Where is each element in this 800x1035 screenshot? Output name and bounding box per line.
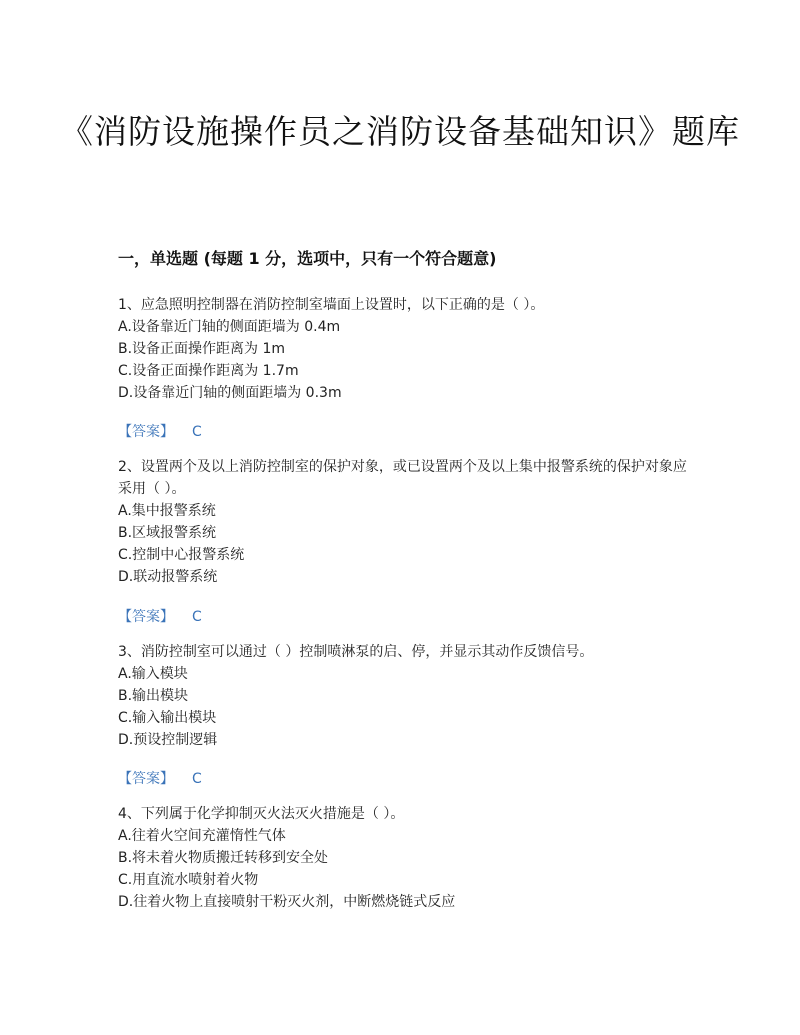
question-1 [118,294,688,404]
option-a: A.输入模块 [118,666,188,682]
answer-value: C [192,424,202,440]
option-b: B.输出模块 [118,688,189,704]
document-title: 《消防设施操作员之消防设备基础知识》题库 [60,112,740,151]
option-c: C.输入输出模块 [118,710,217,726]
question-stem: 2、设置两个及以上消防控制室的保护对象，或已设置两个及以上集中报警系统的保护对象应采用（ ）。 [118,459,687,497]
option-d: D.预设控制逻辑 [118,732,218,748]
option-d: D.设备靠近门轴的侧面距墙为 0.3m [118,385,342,401]
answer-label: 【答案】 [118,771,174,787]
answer-label: 【答案】 [118,609,174,625]
option-a: A.集中报警系统 [118,503,216,519]
answer-value: C [192,771,202,787]
question-4 [118,803,688,913]
option-c: C.设备正面操作距离为 1.7m [118,363,299,379]
answer-label: 【答案】 [118,424,174,440]
option-b: B.将未着火物质搬迁转移到安全处 [118,850,329,866]
option-c: C.用直流水喷射着火物 [118,872,259,888]
section-heading: 一，单选题 (每题 1 分，选项中，只有一个符合题意) [118,249,497,268]
answer-1 [118,421,202,441]
option-a: A.往着火空间充灌惰性气体 [118,828,286,844]
answer-2 [118,606,202,626]
question-3 [118,641,688,751]
answer-value: C [192,609,202,625]
option-c: C.控制中心报警系统 [118,547,245,563]
question-2 [118,456,688,588]
option-b: B.设备正面操作距离为 1m [118,341,286,357]
option-a: A.设备靠近门轴的侧面距墙为 0.4m [118,319,341,335]
question-stem: 1、应急照明控制器在消防控制室墙面上设置时，以下正确的是（ ）。 [118,297,545,313]
question-stem: 4、下列属于化学抑制灭火法灭火措施是（ ）。 [118,806,405,822]
option-d: D.往着火物上直接喷射干粉灭火剂，中断燃烧链式反应 [118,894,456,910]
answer-3 [118,768,202,788]
question-stem: 3、消防控制室可以通过（ ）控制喷淋泵的启、停，并显示其动作反馈信号。 [118,644,594,660]
option-d: D.联动报警系统 [118,569,218,585]
option-b: B.区域报警系统 [118,525,217,541]
